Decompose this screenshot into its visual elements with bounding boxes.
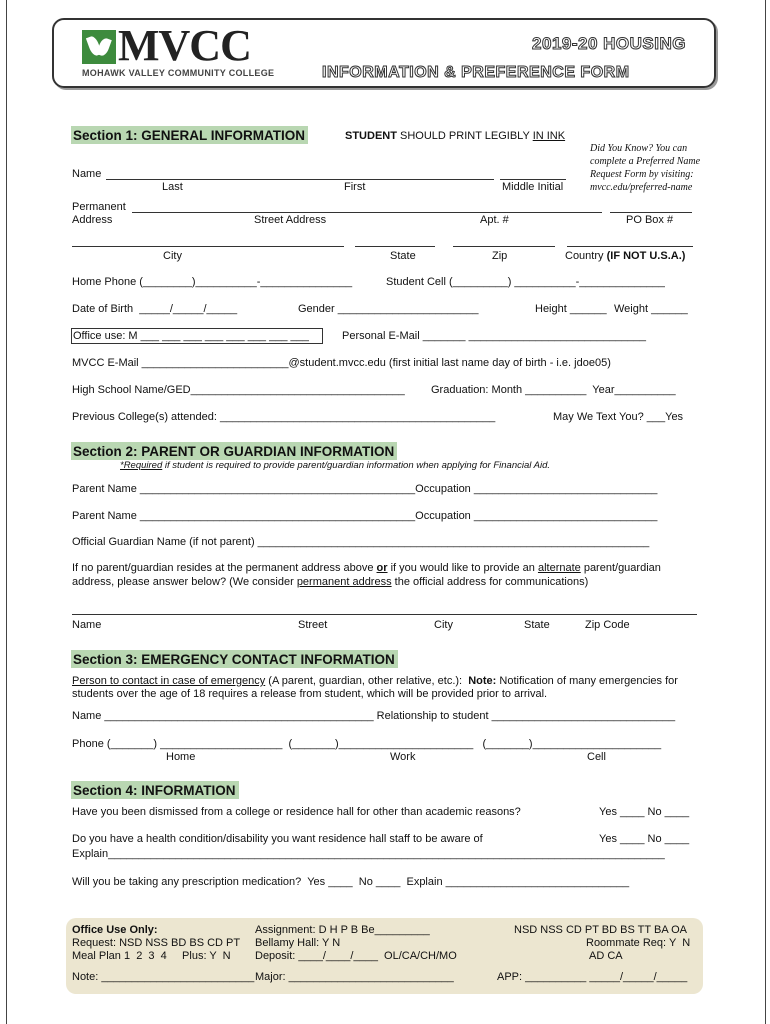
zip-label: Zip <box>492 250 508 262</box>
did-you-know-4: mvcc.edu/preferred-name <box>590 182 693 193</box>
alt-address-para-line1 <box>72 562 661 575</box>
did-you-know-1: Did You Know? You can <box>590 143 688 154</box>
question-health: Do you have a health condition/disability you want residence hall staff to be aware of <box>72 833 483 845</box>
note-bold: Note: <box>468 675 497 687</box>
personal-email-field[interactable]: Personal E-Mail _______ _____________________________ <box>342 330 646 342</box>
emergency-name-field[interactable]: Name ____________________________________________ Relationship to student ______________________________ <box>72 710 676 722</box>
po-box-label: PO Box # <box>626 214 674 226</box>
emergency-intro-line2: students over the age of 18 requires a release from student, which will be provided prior to arrival. <box>72 688 548 700</box>
address-label: Address <box>72 214 113 226</box>
home-phone-field[interactable]: Home Phone (________)__________-_______________ <box>72 276 353 288</box>
col-state: State <box>524 619 550 631</box>
office-meal-plan: Meal Plan 1 2 3 4 Plus: Y N <box>72 950 231 962</box>
gender-field[interactable]: Gender _______________________ <box>298 303 479 315</box>
address-line[interactable] <box>132 212 602 213</box>
para-a: If no parent/guardian resides at the permanent address above <box>72 562 377 574</box>
print-note-ul: IN INK <box>532 130 566 142</box>
country-text: Country <box>565 250 604 262</box>
logo-text: MVCC <box>118 21 251 70</box>
did-you-know-3: Request Form by visiting: <box>590 169 694 180</box>
zip-line[interactable] <box>453 246 555 247</box>
office-use-title: Office Use Only: <box>72 924 158 936</box>
phone-cell-label: Cell <box>587 751 606 763</box>
section1-heading: Section 1: GENERAL INFORMATION <box>71 126 308 144</box>
phone-home-label: Home <box>166 751 196 763</box>
person-rest: (A parent, guardian, other relative, etc.): <box>265 675 469 687</box>
parent1-field[interactable]: Parent Name _____________________________________________Occupation ______________________________ <box>72 483 658 495</box>
note-rest: Notification of many emergencies for <box>496 675 678 687</box>
city-line[interactable] <box>72 246 344 247</box>
para-line2a: address, please answer below? (We consider <box>72 576 297 588</box>
high-school-field[interactable]: High School Name/GED___________________________________ <box>72 384 405 396</box>
mvcc-email-field[interactable]: MVCC E-Mail ________________________@student.mvcc.edu (first initial last name day of birth - i.e. jdoe05) <box>72 357 611 369</box>
para-line2b: the official address for communications) <box>391 576 589 588</box>
name-middle-label: Middle Initial <box>502 181 564 193</box>
col-zip: Zip Code <box>585 619 630 631</box>
city-label: City <box>163 250 182 262</box>
weight-field[interactable]: Weight ______ <box>614 303 688 315</box>
office-use-field: Office use: M ___ ___ ___ ___ ___ ___ ___ ___ <box>73 330 309 342</box>
apt-label: Apt. # <box>480 214 509 226</box>
country-line[interactable] <box>567 246 693 247</box>
question-dismissed: Have you been dismissed from a college or residence hall for other than academic reasons? <box>72 806 521 818</box>
col-city: City <box>434 619 453 631</box>
name-last-label: Last <box>162 181 183 193</box>
print-note-bold: STUDENT <box>345 130 397 142</box>
did-you-know-2: complete a Preferred Name <box>590 156 701 167</box>
state-line[interactable] <box>355 246 435 247</box>
office-major: Major: ___________________________ <box>255 971 454 983</box>
middle-line[interactable] <box>500 179 566 180</box>
para-alt: alternate <box>537 562 581 574</box>
person-ul: Person to contact in case of emergency <box>72 675 266 687</box>
para-perm: permanent address <box>296 576 392 588</box>
text-you-field[interactable]: May We Text You? ___Yes <box>553 411 684 423</box>
phone-work-label: Work <box>390 751 416 763</box>
office-deposit: Deposit: ____/____/____ OL/CA/CH/MO <box>255 950 457 962</box>
para-c: parent/guardian <box>580 562 661 574</box>
required-note-rest: if student is required to provide parent/guardian information when applying for Financial Aid. <box>162 460 551 471</box>
required-note <box>120 459 550 472</box>
alt-address-line[interactable] <box>72 614 697 615</box>
mvcc-leaf-logo-icon <box>82 30 116 64</box>
name-label: Name <box>72 168 102 180</box>
print-note-rest: SHOULD PRINT LEGIBLY <box>400 130 530 142</box>
name-first-label: First <box>344 181 366 193</box>
dob-field[interactable]: Date of Birth _____/_____/_____ <box>72 303 238 315</box>
emergency-phone-field[interactable]: Phone (_______) ____________________ (_______)______________________ (_______)_____________________ <box>72 738 662 750</box>
office-bellamy: Bellamy Hall: Y N <box>255 937 341 949</box>
parent2-field[interactable]: Parent Name _____________________________________________Occupation ______________________________ <box>72 510 658 522</box>
office-request: Request: NSD NSS BD BS CD PT <box>72 937 241 949</box>
form-title-line2: INFORMATION & PREFERENCE FORM <box>322 64 630 81</box>
height-field[interactable]: Height ______ <box>535 303 607 315</box>
section3-heading: Section 3: EMERGENCY CONTACT INFORMATION <box>71 650 398 668</box>
office-roommate: Roommate Req: Y N <box>586 937 691 949</box>
explain-field[interactable]: Explain___________________________________________________________________________________________ <box>72 848 665 860</box>
student-cell-field[interactable]: Student Cell (_________) __________-______________ <box>386 276 665 288</box>
question-medication[interactable]: Will you be taking any prescription medication? Yes ____ No ____ Explain ______________________________ <box>72 876 630 888</box>
emergency-intro-line1 <box>72 675 678 688</box>
title-housing: HOUSING <box>603 34 686 53</box>
office-codes: NSD NSS CD PT BD BS TT BA OA <box>514 924 687 936</box>
state-label: State <box>390 250 416 262</box>
office-adca: AD CA <box>589 950 623 962</box>
question-health-answer[interactable]: Yes ____ No ____ <box>599 833 690 845</box>
question-dismissed-answer[interactable]: Yes ____ No ____ <box>599 806 690 818</box>
required-note-ul: *Required <box>120 460 163 471</box>
name-line[interactable] <box>106 179 494 180</box>
print-note <box>345 130 565 143</box>
col-name: Name <box>72 619 102 631</box>
form-title-line1 <box>532 34 686 54</box>
previous-college-field[interactable]: Previous College(s) attended: _____________________________________________ <box>72 411 496 423</box>
alt-address-para-line2 <box>72 576 588 589</box>
office-app: APP: __________ _____/_____/_____ <box>497 971 688 983</box>
col-street: Street <box>298 619 328 631</box>
title-year: 2019-20 <box>532 34 598 53</box>
permanent-label: Permanent <box>72 201 126 213</box>
para-b: if you would like to provide an <box>387 562 538 574</box>
street-address-label: Street Address <box>254 214 327 226</box>
po-box-line[interactable] <box>610 212 692 213</box>
office-assignment: Assignment: D H P B Be_________ <box>255 924 430 936</box>
graduation-field[interactable]: Graduation: Month __________ Year__________ <box>431 384 676 396</box>
para-or: or <box>376 562 388 574</box>
office-note: Note: _________________________ <box>72 971 255 983</box>
section2-heading: Section 2: PARENT OR GUARDIAN INFORMATION <box>71 442 397 460</box>
logo-subtitle: MOHAWK VALLEY COMMUNITY COLLEGE <box>82 68 275 78</box>
country-label <box>565 250 685 263</box>
section4-heading: Section 4: INFORMATION <box>71 781 239 799</box>
guardian-field[interactable]: Official Guardian Name (if not parent) ________________________________________________________________ <box>72 536 650 548</box>
country-bold: (IF NOT U.S.A.) <box>606 250 686 262</box>
